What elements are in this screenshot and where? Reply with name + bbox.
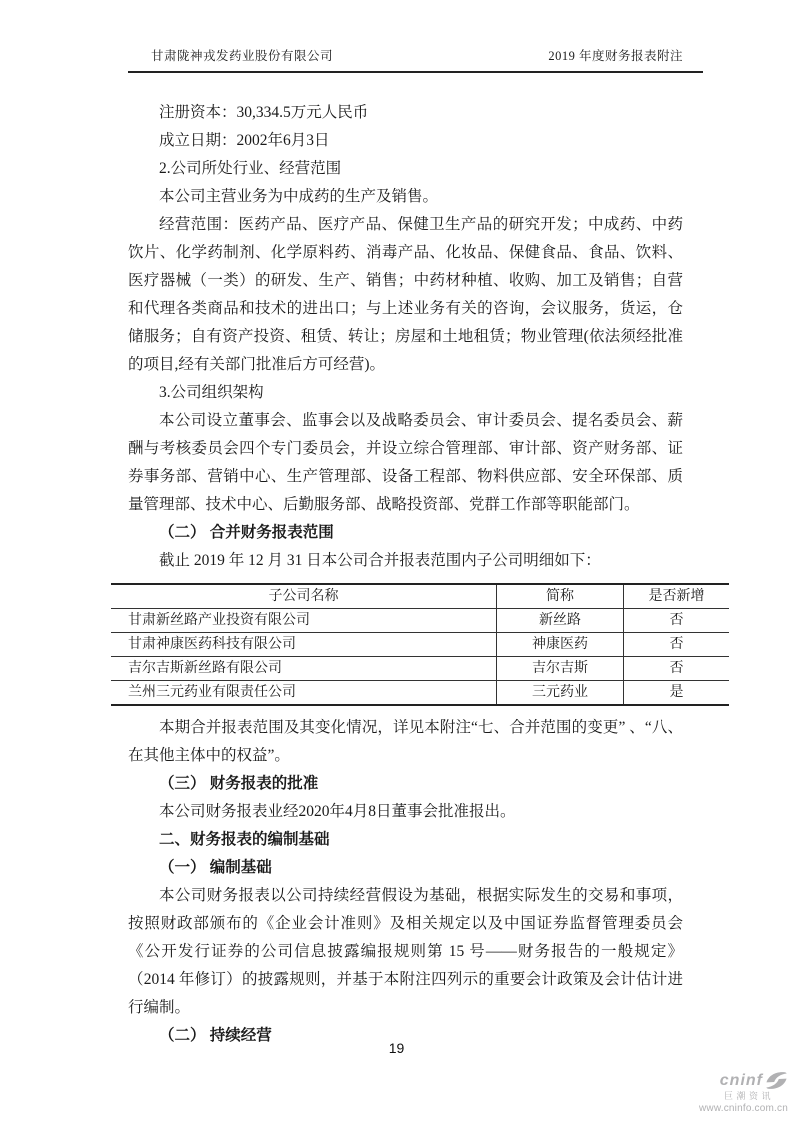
para-establish-date: 成立日期：2002年6月3日 [159,132,330,149]
cell-is-new: 是 [669,685,684,700]
cninfo-chinese-name: 巨潮资讯 [723,1091,774,1102]
table-row [111,681,729,706]
page-header [128,46,703,73]
cell-short-name: 吉尔吉斯 [497,657,624,681]
cell-is-new: 否 [624,633,730,657]
cninfo-brand-text: cninf [719,1071,763,1089]
para-approval-date: 本公司财务报表业经2020年4月8日董事会批准报出。 [159,803,516,820]
heading-preparation-basis-section: 二、财务报表的编制基础 [159,831,330,848]
page-number: 19 [388,1040,405,1056]
cell-is-new: 否 [624,609,730,633]
cell-short-name: 三元药业 [497,681,624,706]
header-doc-title: 2019 年度财务报表附注 [548,49,683,63]
cninfo-url: www.cninfo.com.cn [699,1103,788,1114]
para-preparation-basis: 本公司财务报表以公司持续经营假设为基础，根据实际发生的交易和事项，按照财政部颁布的《企业会计准则》及相关规定以及中国证券监督管理委员会《公开发行证券的公司信息披露编报规则第 15 号——财务报告的一般规定》（2014 年修订）的披露规则，并基于本附注四列示的重要会计政策及会计估计进行编制。 [128,887,683,1016]
subsidiaries-table [111,583,729,706]
cell-subsidiary-name: 兰州三元药业有限责任公司 [111,681,497,706]
cell-is-new: 否 [624,657,730,681]
heading-statement-approval: （三） 财务报表的批准 [159,775,319,792]
para-business-scope: 经营范围：医药产品、医疗产品、保健卫生产品的研究开发；中成药、中药饮片、化学药制剂、化学原料药、消毒产品、化妆品、保健食品、食品、饮料、医疗器械（一类）的研发、生产、销售；中药材种植、收购、加工及销售；自营和代理各类商品和技术的进出口；与上述业务有关的咨询，会议服务，货运，仓储服务；自有资产投资、租赁、转让；房屋和土地租赁；物业管理(依法须经批准的项目,经有关部门批准后方可经营)。 [128,216,683,373]
col-header-subsidiary-name: 子公司名称 [111,584,497,609]
header-company-name: 甘肃陇神戎发药业股份有限公司 [151,49,334,63]
cell-subsidiary-name: 甘肃新丝路产业投资有限公司 [111,609,497,633]
para-scope-changes: 本期合并报表范围及其变化情况，详见本附注“七、合并范围的变更” 、“八、在其他主体中的权益”。 [128,719,683,764]
heading-going-concern: （二） 持续经营 [159,1027,272,1044]
document-body [128,99,705,1050]
para-main-business: 本公司主营业务为中成药的生产及销售。 [159,188,439,205]
para-subsidiaries-intro: 截止 2019 年 12 月 31 日本公司合并报表范围内子公司明细如下： [159,552,601,569]
cninfo-logo [699,1070,788,1114]
table-row [111,657,729,681]
cninfo-swirl-icon [765,1070,788,1091]
para-industry-heading: 2.公司所处行业、经营范围 [159,160,342,177]
table-row [111,633,729,657]
para-org-structure: 本公司设立董事会、监事会以及战略委员会、审计委员会、提名委员会、薪酬与考核委员会四个专门委员会，并设立综合管理部、审计部、资产财务部、证券事务部、营销中心、生产管理部、设备工程部、物料供应部、安全环保部、质量管理部、技术中心、后勤服务部、战略投资部、党群工作部等职能部门。 [128,412,683,513]
cell-subsidiary-name: 甘肃神康医药科技有限公司 [111,633,497,657]
col-header-short-name: 简称 [497,584,624,609]
cell-short-name: 新丝路 [497,609,624,633]
para-org-structure-heading: 3.公司组织架构 [159,384,264,401]
cell-short-name: 神康医药 [497,633,624,657]
table-header-row [111,584,729,609]
para-registered-capital: 注册资本：30,334.5万元人民币 [159,104,369,121]
cell-subsidiary-name: 吉尔吉斯新丝路有限公司 [111,657,497,681]
table-row [111,609,729,633]
heading-consolidation-scope: （二） 合并财务报表范围 [159,524,334,541]
cninfo-brand-row [699,1070,788,1091]
heading-preparation-basis: （一） 编制基础 [159,859,272,876]
col-header-is-new: 是否新增 [624,584,730,609]
